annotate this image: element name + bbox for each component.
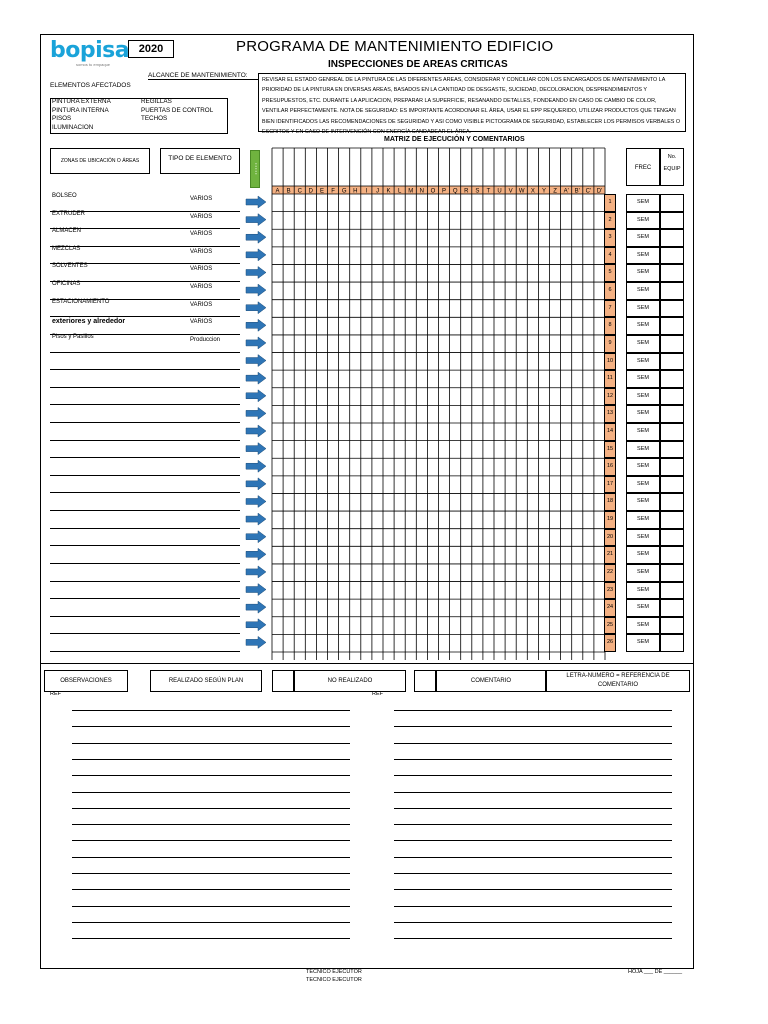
frequency-cell: SEM — [626, 194, 660, 212]
column-letter: J — [375, 188, 379, 195]
zone-row[interactable] — [50, 476, 240, 494]
frec-header: FREC — [626, 148, 660, 186]
frequency-cell: SEM — [626, 582, 660, 600]
comment-line[interactable] — [72, 889, 350, 890]
zone-row[interactable] — [50, 229, 240, 247]
zone-row[interactable] — [50, 441, 240, 459]
column-letter: P — [442, 188, 447, 195]
page-title: PROGRAMA DE MANTENIMIENTO EDIFICIO — [236, 38, 554, 55]
column-letter: C — [297, 188, 302, 195]
comment-line[interactable] — [72, 857, 350, 858]
frequency-cell: SEM — [626, 317, 660, 335]
arrow-right-icon — [246, 601, 266, 613]
arrow-right-icon — [246, 584, 266, 596]
frequency-cell: SEM — [626, 476, 660, 494]
column-letter: D — [308, 188, 314, 195]
equip-cell[interactable] — [660, 511, 684, 529]
alcance-label: ALCANCE DE MANTENIMIENTO: — [148, 72, 258, 80]
elemento-item: PISOS — [52, 115, 72, 122]
column-letter: O — [430, 188, 436, 195]
comment-line[interactable] — [394, 857, 672, 858]
zone-type: VARIOS — [190, 319, 213, 326]
ref-right-label: REF — [372, 691, 383, 697]
frequency-cell: SEM — [626, 423, 660, 441]
noequip-label: EQUIP — [663, 166, 681, 172]
zone-row[interactable] — [50, 370, 240, 388]
equip-cell[interactable] — [660, 229, 684, 247]
comentario-label: COMENTARIO — [436, 670, 546, 692]
equip-cell[interactable] — [660, 212, 684, 230]
arrow-right-icon — [246, 619, 266, 631]
column-letter: X — [530, 188, 535, 195]
arrow-right-icon — [246, 443, 266, 455]
frequency-cell: SEM — [626, 388, 660, 406]
arrow-right-icon — [246, 214, 266, 226]
row-number: 1 — [604, 194, 616, 212]
comment-line[interactable] — [72, 938, 350, 939]
realizado-label: REALIZADO SEGÚN PLAN — [150, 670, 262, 692]
elemento-item: PINTURA EXTERNA — [52, 98, 111, 105]
elemento-item: PUERTAS DE CONTROL — [141, 106, 214, 114]
zone-type: VARIOS — [190, 213, 213, 220]
arrow-right-icon — [246, 196, 266, 208]
tecnico-ejecutor-1: TECNICO EJECUTOR — [306, 969, 362, 975]
equip-cell[interactable] — [660, 282, 684, 300]
row-number: 3 — [604, 229, 616, 247]
row-number: 7 — [604, 300, 616, 318]
row-number: 8 — [604, 317, 616, 335]
column-letter: B — [286, 188, 291, 195]
zone-name: EXTRUDER — [52, 210, 86, 217]
column-letter: R — [464, 188, 469, 195]
zone-type: VARIOS — [190, 231, 213, 238]
zone-name: MEZCLAS — [52, 245, 81, 252]
hoja-label: HOJA ___ DE ______ — [628, 969, 683, 975]
comment-line[interactable] — [394, 759, 672, 760]
column-letter: M — [408, 188, 414, 195]
frequency-cell: SEM — [626, 370, 660, 388]
comment-line[interactable] — [72, 873, 350, 874]
comment-line[interactable] — [72, 743, 350, 744]
arrow-right-icon — [246, 337, 266, 349]
zone-row[interactable] — [50, 634, 240, 652]
zone-row[interactable] — [50, 212, 240, 230]
zone-row[interactable] — [50, 564, 240, 582]
comment-line[interactable] — [394, 775, 672, 776]
zone-type: VARIOS — [190, 196, 213, 202]
zone-row[interactable] — [50, 335, 240, 353]
column-letter: H — [353, 188, 358, 195]
zone-row[interactable] — [50, 423, 240, 441]
tecnico-ejecutor-2: TECNICO EJECUTOR — [306, 977, 362, 983]
zone-row[interactable] — [50, 582, 240, 600]
row-number: 20 — [604, 529, 616, 547]
zone-row[interactable] — [50, 353, 240, 371]
zone-name: exteriores y alrededor — [52, 318, 126, 326]
row-number: 12 — [604, 388, 616, 406]
arrow-right-icon — [246, 231, 266, 243]
equip-cell[interactable] — [660, 370, 684, 388]
column-letter: L — [397, 188, 402, 195]
zone-row[interactable] — [50, 282, 240, 300]
arrow-right-icon — [246, 548, 266, 560]
observaciones-label: OBSERVACIONES — [44, 670, 128, 692]
frequency-cell: SEM — [626, 564, 660, 582]
frequency-cell: SEM — [626, 212, 660, 230]
comment-line[interactable] — [394, 824, 672, 825]
zone-row[interactable] — [50, 405, 240, 423]
frequency-cell: SEM — [626, 353, 660, 371]
arrow-right-icon — [246, 407, 266, 419]
column-letter: A' — [563, 188, 569, 195]
comment-line[interactable] — [72, 808, 350, 809]
zone-name: SOLVENTES — [52, 263, 88, 270]
equip-cell[interactable] — [660, 423, 684, 441]
comment-line[interactable] — [394, 710, 672, 711]
zone-row[interactable] — [50, 247, 240, 265]
elemento-item: TECHOS — [141, 115, 168, 122]
arrow-right-icon — [246, 319, 266, 331]
divider — [40, 663, 694, 664]
arrow-right-icon — [246, 636, 266, 648]
row-number: 22 — [604, 564, 616, 582]
zonas-header: ZONAS DE UBICACIÓN O ÁREAS — [50, 148, 150, 174]
zone-row[interactable] — [50, 546, 240, 564]
comment-line[interactable] — [394, 873, 672, 874]
column-letter: S — [475, 188, 480, 195]
frequency-cell: SEM — [626, 335, 660, 353]
green-indicator: • • • • • — [250, 150, 260, 188]
equip-cell[interactable] — [660, 300, 684, 318]
elemento-item: PINTURA INTERNA — [52, 106, 109, 114]
logo-subtext: somos tu empaque — [76, 62, 111, 67]
zone-type: VARIOS — [190, 284, 213, 291]
row-number: 16 — [604, 458, 616, 476]
row-number: 5 — [604, 264, 616, 282]
comment-line[interactable] — [394, 726, 672, 727]
comment-line[interactable] — [394, 743, 672, 744]
column-letter: Z — [553, 188, 557, 195]
zone-name: BOLSEO — [52, 193, 77, 199]
noequip-label: No. — [667, 154, 677, 160]
frequency-cell: SEM — [626, 229, 660, 247]
referencia-label: LETRA-NUMERO = REFERENCIA DE COMENTARIO — [546, 670, 690, 692]
row-number: 14 — [604, 423, 616, 441]
frequency-cell: SEM — [626, 300, 660, 318]
zone-row[interactable] — [50, 529, 240, 547]
comment-line[interactable] — [72, 710, 350, 711]
equip-cell[interactable] — [660, 493, 684, 511]
year-field[interactable]: 2020 — [128, 40, 174, 58]
comment-line[interactable] — [394, 792, 672, 793]
column-letter: G — [341, 188, 347, 195]
comment-line[interactable] — [72, 792, 350, 793]
zone-row[interactable] — [50, 388, 240, 406]
equip-cell[interactable] — [660, 564, 684, 582]
comment-line[interactable] — [72, 906, 350, 907]
frequency-cell: SEM — [626, 617, 660, 635]
frequency-cell: SEM — [626, 405, 660, 423]
zone-row[interactable] — [50, 493, 240, 511]
comment-line[interactable] — [72, 726, 350, 727]
zone-row[interactable] — [50, 194, 240, 212]
frequency-cell: SEM — [626, 529, 660, 547]
zone-type: VARIOS — [190, 301, 213, 308]
page-subtitle: INSPECCIONES DE AREAS CRITICAS — [328, 59, 508, 70]
row-number: 18 — [604, 493, 616, 511]
tipo-header: TIPO DE ELEMENTO — [160, 148, 240, 174]
arrow-right-icon — [246, 266, 266, 278]
arrow-right-icon — [246, 284, 266, 296]
column-letter: E — [319, 188, 324, 195]
arrow-right-icon — [246, 460, 266, 472]
arrow-right-icon — [246, 425, 266, 437]
arrow-right-icon — [246, 531, 266, 543]
matriz-title: MATRIZ DE EJECUCIÓN Y COMENTARIOS — [384, 136, 525, 143]
arrow-right-icon — [246, 566, 266, 578]
row-number: 4 — [604, 247, 616, 265]
zone-row[interactable] — [50, 511, 240, 529]
row-number: 23 — [604, 582, 616, 600]
comment-line[interactable] — [72, 824, 350, 825]
row-number: 13 — [604, 405, 616, 423]
elemento-item: REGILLAS — [141, 98, 172, 105]
row-number: 25 — [604, 617, 616, 635]
column-letter: Y — [541, 188, 546, 195]
column-letter: A — [275, 188, 280, 195]
row-number: 6 — [604, 282, 616, 300]
alcance-text: REVISAR EL ESTADO GENREAL DE LA PINTURA DE LAS DIFERENTES AREAS, CONSIDERAR Y CONCILIAR CON LOS ENCARGADOS DE MANTENIMIENTO LA PRIORIDAD DE LA PINTURA EN DIVERSAS AREAS, BASADOS EN LA CANTIDAD DE DESGASTE, SUCIEDAD, DECOLORACION, DESPRENDIMIENTOS Y PRESUPUESTOS, ETC. DURANTE LA APLICACION, PREPARAR LA SUPERFICIE, RESANANDO DETALLES, FONDEANDO EN CASO DE CAMBIO DE COLOR, VENTILAR PERFECTAMENTE. NOTA DE SEGURIDAD: ES IMPORTANTE ACORDONAR EL ÁREA, USAR EL EPP REQUERIDO, UTILIZAR PRODUCTOS QUE TENGAN BIEN IDENTIFICADOS LAS RECOMENDACIONES DE SEGURIDAD Y ASI COMO VISIBLE PICTOGRAMA DE SEGURIDAD, ESTABLECER LOS PERMISOS VERBALES O ESCRITOS Y EN CASO DE INTERVENCIÓN CON ENERGÍA CANDADEAR EL ÁREA. — [258, 73, 686, 132]
row-number: 21 — [604, 546, 616, 564]
row-number: 2 — [604, 212, 616, 230]
logo-text: bopisa — [50, 38, 130, 63]
column-letter: C' — [585, 188, 592, 195]
zone-row[interactable] — [50, 458, 240, 476]
zone-row[interactable] — [50, 617, 240, 635]
zone-row[interactable] — [50, 317, 240, 335]
zone-row[interactable] — [50, 300, 240, 318]
equip-cell[interactable] — [660, 247, 684, 265]
comment-line[interactable] — [72, 922, 350, 923]
zone-type: VARIOS — [190, 248, 213, 255]
column-letter: W — [518, 188, 525, 195]
ref-left-label: REF — [50, 691, 61, 697]
zone-name: ESTACIONAMIENTO — [52, 298, 110, 305]
equip-cell[interactable] — [660, 194, 684, 212]
comment-line[interactable] — [394, 906, 672, 907]
comment-line[interactable] — [72, 759, 350, 760]
equip-cell[interactable] — [660, 317, 684, 335]
equip-cell[interactable] — [660, 264, 684, 282]
frequency-cell: SEM — [626, 458, 660, 476]
arrow-right-icon — [246, 249, 266, 261]
equip-cell[interactable] — [660, 458, 684, 476]
equip-cell[interactable] — [660, 405, 684, 423]
arrow-right-icon — [246, 355, 266, 367]
row-number: 11 — [604, 370, 616, 388]
zone-type: VARIOS — [190, 266, 213, 273]
column-letter: N — [419, 188, 425, 195]
frequency-cell: SEM — [626, 247, 660, 265]
arrow-right-icon — [246, 302, 266, 314]
zone-name: Pisos y Pasillos — [52, 333, 94, 340]
column-letter: B' — [574, 188, 580, 195]
column-letter: T — [486, 188, 491, 195]
row-number: 26 — [604, 634, 616, 652]
arrow-right-icon — [246, 513, 266, 525]
row-number: 9 — [604, 335, 616, 353]
row-number: 24 — [604, 599, 616, 617]
comment-line[interactable] — [394, 840, 672, 841]
zone-name: ALMACEN — [52, 228, 82, 235]
equip-cell[interactable] — [660, 582, 684, 600]
column-letter: K — [386, 188, 391, 195]
comment-line[interactable] — [72, 840, 350, 841]
zone-row[interactable] — [50, 264, 240, 282]
frequency-cell: SEM — [626, 599, 660, 617]
column-letter: U — [497, 188, 502, 195]
frequency-cell: SEM — [626, 546, 660, 564]
frequency-cell: SEM — [626, 264, 660, 282]
elemento-item: ILUMINACION — [52, 123, 94, 131]
equip-cell[interactable] — [660, 335, 684, 353]
comment-line[interactable] — [394, 922, 672, 923]
equip-cell[interactable] — [660, 388, 684, 406]
zone-row[interactable] — [50, 599, 240, 617]
row-number: 17 — [604, 476, 616, 494]
equip-cell[interactable] — [660, 441, 684, 459]
equip-cell[interactable] — [660, 353, 684, 371]
row-number: 19 — [604, 511, 616, 529]
equip-cell[interactable] — [660, 617, 684, 635]
equip-cell[interactable] — [660, 546, 684, 564]
zone-type: Produccion — [190, 336, 221, 343]
row-number: 10 — [604, 353, 616, 371]
comment-line[interactable] — [394, 808, 672, 809]
column-letter: V — [508, 188, 513, 195]
frequency-cell: SEM — [626, 282, 660, 300]
arrow-right-icon — [246, 495, 266, 507]
equip-cell[interactable] — [660, 476, 684, 494]
column-letter: I — [365, 188, 368, 195]
frequency-cell: SEM — [626, 441, 660, 459]
zone-name: OFICINAS — [52, 281, 81, 288]
equip-cell[interactable] — [660, 634, 684, 652]
equip-cell[interactable] — [660, 529, 684, 547]
column-letter: D' — [596, 188, 603, 195]
no-realizado-swatch[interactable] — [414, 670, 436, 692]
elementos-label: ELEMENTOS AFECTADOS — [50, 82, 131, 89]
frequency-cell: SEM — [626, 511, 660, 529]
realizado-swatch[interactable] — [272, 670, 294, 692]
frequency-cell: SEM — [626, 634, 660, 652]
column-letter: Q — [452, 188, 458, 195]
comment-line[interactable] — [72, 775, 350, 776]
arrow-right-icon — [246, 390, 266, 402]
comment-line[interactable] — [394, 938, 672, 939]
frequency-cell: SEM — [626, 493, 660, 511]
equip-cell[interactable] — [660, 599, 684, 617]
column-letter: F — [331, 188, 335, 195]
arrow-right-icon — [246, 372, 266, 384]
arrow-right-icon — [246, 478, 266, 490]
no-realizado-label: NO REALIZADO — [294, 670, 406, 692]
comment-line[interactable] — [394, 889, 672, 890]
row-number: 15 — [604, 441, 616, 459]
